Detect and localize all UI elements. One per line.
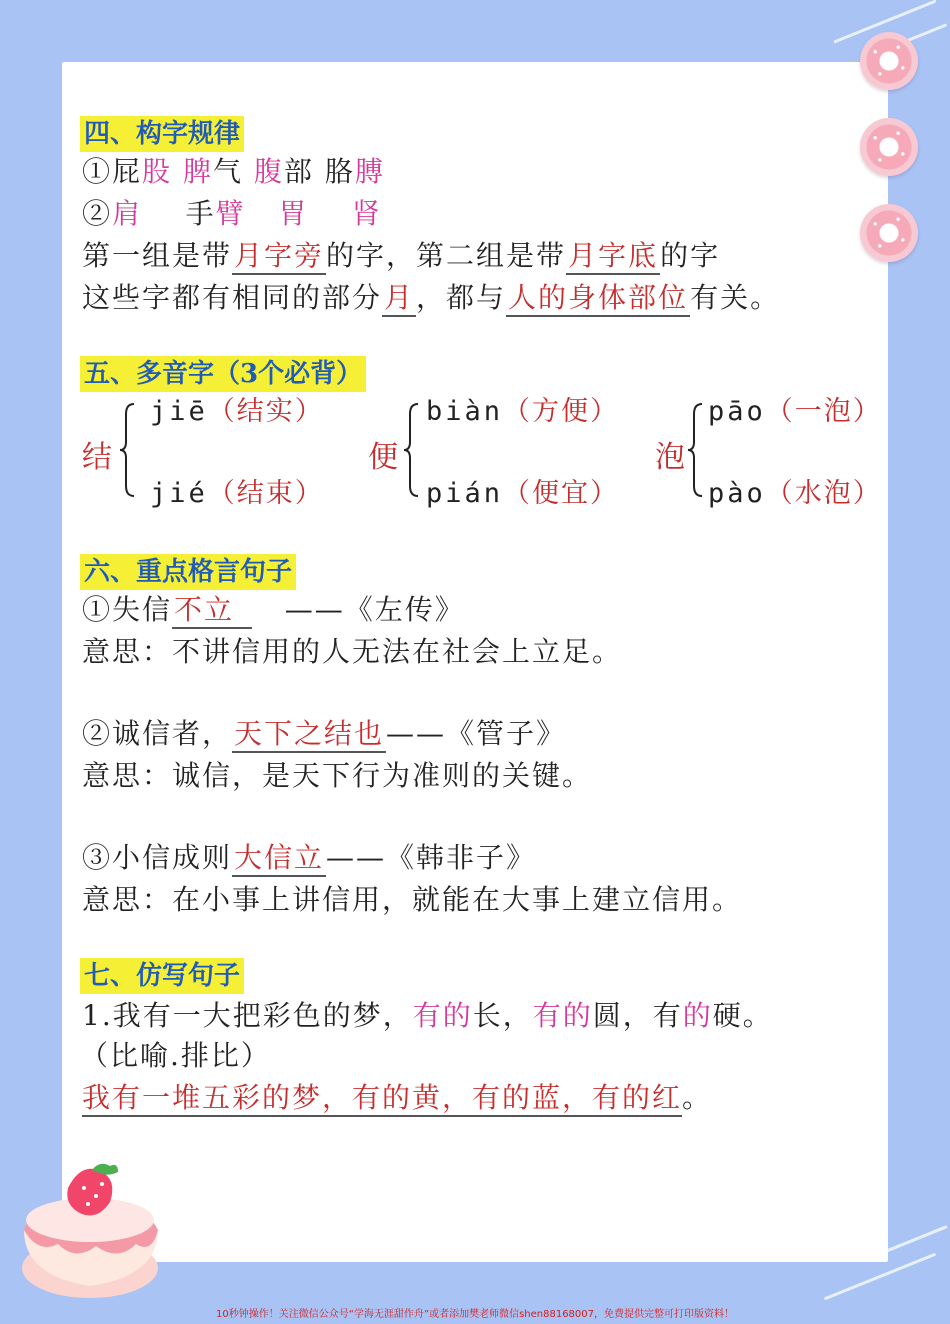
- pinyin: jié: [150, 478, 208, 509]
- quote-3: [82, 838, 536, 878]
- answer-underline: 大信立: [232, 841, 326, 877]
- brace-icon: [118, 402, 136, 498]
- section-heading: 四、构字规律: [80, 116, 244, 152]
- footer-note: 10秒钟操作！关注微信公众号“学海无涯甜作舟”或者添加樊老师微信shen88168007，免费提供完整可打印版资料！: [215, 1309, 735, 1320]
- pinyin: biàn: [426, 396, 504, 427]
- answer-underline: 天下之结也: [232, 717, 386, 753]
- rule-sentence-2: [82, 278, 780, 318]
- section-heading: 七、仿写句子: [80, 958, 244, 994]
- char: 部: [283, 155, 314, 188]
- pinyin-top: [426, 392, 619, 432]
- char: 膊: [354, 155, 385, 188]
- char: 气: [212, 155, 243, 188]
- rhetoric-note: （比喻.排比）: [80, 1039, 271, 1072]
- char: 股: [142, 155, 173, 188]
- brace-icon: [686, 402, 704, 498]
- char: 腹: [253, 155, 284, 188]
- pinyin: pián: [426, 478, 504, 509]
- example-word: （方便）: [503, 396, 620, 427]
- text: ，都与: [416, 281, 507, 314]
- char: 胳: [324, 155, 355, 188]
- rule-sentence-1: [82, 236, 720, 276]
- text: 1.我有一大把彩色的梦，: [82, 999, 413, 1032]
- cake-icon: [18, 1158, 168, 1308]
- polyphone-char: 结: [82, 440, 112, 475]
- pinyin-bottom: [426, 474, 619, 514]
- char: 肩: [112, 197, 143, 230]
- pinyin: pāo: [708, 396, 766, 427]
- text: 长，: [472, 999, 533, 1032]
- circled-number: ①: [82, 155, 113, 188]
- char: 臂: [215, 197, 246, 230]
- example-word: （便宜）: [503, 478, 620, 509]
- answer-underline: 我有一堆五彩的梦，有的黄，有的蓝，有的红: [82, 1081, 682, 1117]
- text: ①失信: [82, 593, 173, 626]
- donut-decoration: [860, 118, 918, 176]
- text: ②诚信者，: [82, 717, 233, 750]
- polyphone-char: 泡: [655, 440, 685, 475]
- text: 。: [682, 1081, 713, 1114]
- highlight: 有的: [412, 999, 473, 1032]
- imitation-source: [82, 996, 773, 1036]
- pinyin-top: [150, 392, 324, 432]
- meaning-2: 意思：诚信，是天下行为准则的关键。: [82, 759, 593, 792]
- answer-underline: 人的身体部位: [506, 281, 690, 317]
- source: ——《左传》: [284, 593, 465, 626]
- donut-decoration: [860, 204, 918, 262]
- example-word: （水泡）: [765, 478, 882, 509]
- pinyin: pào: [708, 478, 766, 509]
- char: 手: [185, 197, 216, 230]
- text: 第一组是带: [82, 239, 233, 272]
- brace-icon: [402, 402, 420, 498]
- imitation-answer: [82, 1078, 712, 1118]
- pinyin: jiē: [150, 396, 208, 427]
- section-heading: 六、重点格言句子: [80, 554, 296, 590]
- answer-underline: 月: [382, 281, 416, 317]
- section-heading: 五、多音字（3个必背）: [80, 356, 366, 392]
- example-word: （一泡）: [765, 396, 882, 427]
- text: 的字: [660, 239, 721, 272]
- answer-underline: 月字旁: [232, 239, 326, 275]
- example-row-2: [82, 194, 382, 234]
- answer-underline: 月字底: [566, 239, 660, 275]
- source: ——《管子》: [386, 717, 567, 750]
- pinyin-top: [708, 392, 882, 432]
- text: 有关。: [690, 281, 781, 314]
- example-word: （结实）: [207, 396, 324, 427]
- quote-1: [82, 590, 465, 630]
- text: ③小信成则: [82, 841, 233, 874]
- pinyin-bottom: [150, 474, 324, 514]
- char: 脾: [182, 155, 213, 188]
- text: 的字，第二组是带: [326, 239, 567, 272]
- answer-underline: 不立: [172, 593, 252, 629]
- highlight: 的: [682, 999, 713, 1032]
- example-word: （结束）: [207, 478, 324, 509]
- example-row-1: [82, 152, 385, 192]
- meaning-1: 意思：不讲信用的人无法在社会上立足。: [82, 635, 623, 668]
- char: 胃: [278, 197, 309, 230]
- circled-number: ②: [82, 197, 113, 230]
- source: ——《韩非子》: [326, 841, 537, 874]
- text: 这些字都有相同的部分: [82, 281, 383, 314]
- highlight: 有的: [532, 999, 593, 1032]
- char: 屁: [112, 155, 143, 188]
- text: 硬。: [712, 999, 773, 1032]
- text: 圆，有: [592, 999, 683, 1032]
- donut-decoration: [860, 32, 918, 90]
- polyphone-char: 便: [368, 440, 398, 475]
- meaning-3: 意思：在小事上讲信用，就能在大事上建立信用。: [82, 883, 743, 916]
- pinyin-bottom: [708, 474, 882, 514]
- quote-2: [82, 714, 566, 754]
- char: 肾: [352, 197, 383, 230]
